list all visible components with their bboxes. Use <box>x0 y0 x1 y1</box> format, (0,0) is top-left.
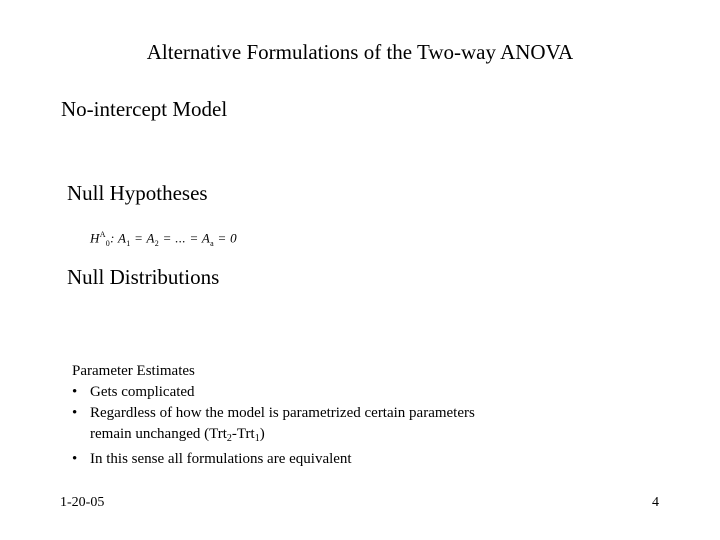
formula-sub-1: 1 <box>126 238 131 248</box>
bullet-text-cont: remain unchanged (Trt <box>90 426 227 442</box>
parameter-estimates-heading: Parameter Estimates <box>72 363 195 379</box>
bullet-text: Regardless of how the model is parametrized certain parameters <box>90 405 475 421</box>
list-item <box>72 382 592 403</box>
formula-sub-a: a <box>210 238 214 248</box>
trt-sub-1: 1 <box>254 433 260 444</box>
subtitle-no-intercept-model: No-intercept Model <box>61 97 228 121</box>
slide-title: Alternative Formulations of the Two-way ANOVA <box>146 40 574 64</box>
list-item <box>72 403 592 449</box>
formula-h: H <box>90 230 100 246</box>
formula-part-mid: = ... = A <box>159 230 211 246</box>
page-number: 4 <box>652 495 659 510</box>
parameter-estimates-list <box>72 382 592 470</box>
formula-part-rhs: = 0 <box>213 230 237 246</box>
bullet-icon: • <box>72 405 78 421</box>
bullet-text: Gets complicated <box>90 384 195 400</box>
null-hypotheses-heading: Null Hypotheses <box>67 181 208 205</box>
formula-part-eq1: = A <box>130 230 155 246</box>
trt-sub-2: 2 <box>226 433 232 444</box>
formula-sub-2: 2 <box>154 238 160 248</box>
null-hypothesis-formula <box>90 230 237 248</box>
formula-part-a: : A <box>110 230 127 246</box>
list-item <box>72 449 592 470</box>
parameter-estimates-block <box>72 361 592 470</box>
bullet-text: In this sense all formulations are equivalent <box>90 451 352 467</box>
formula-h-sup: A <box>99 230 106 239</box>
formula-h-sub: 0 <box>105 238 111 248</box>
bullet-text-mid: -Trt <box>231 426 255 442</box>
null-distributions-heading: Null Distributions <box>67 265 220 289</box>
bullet-icon: • <box>72 384 78 400</box>
footer-date: 1-20-05 <box>60 495 105 510</box>
bullet-text-end: ) <box>259 426 265 442</box>
bullet-icon: • <box>72 451 78 467</box>
